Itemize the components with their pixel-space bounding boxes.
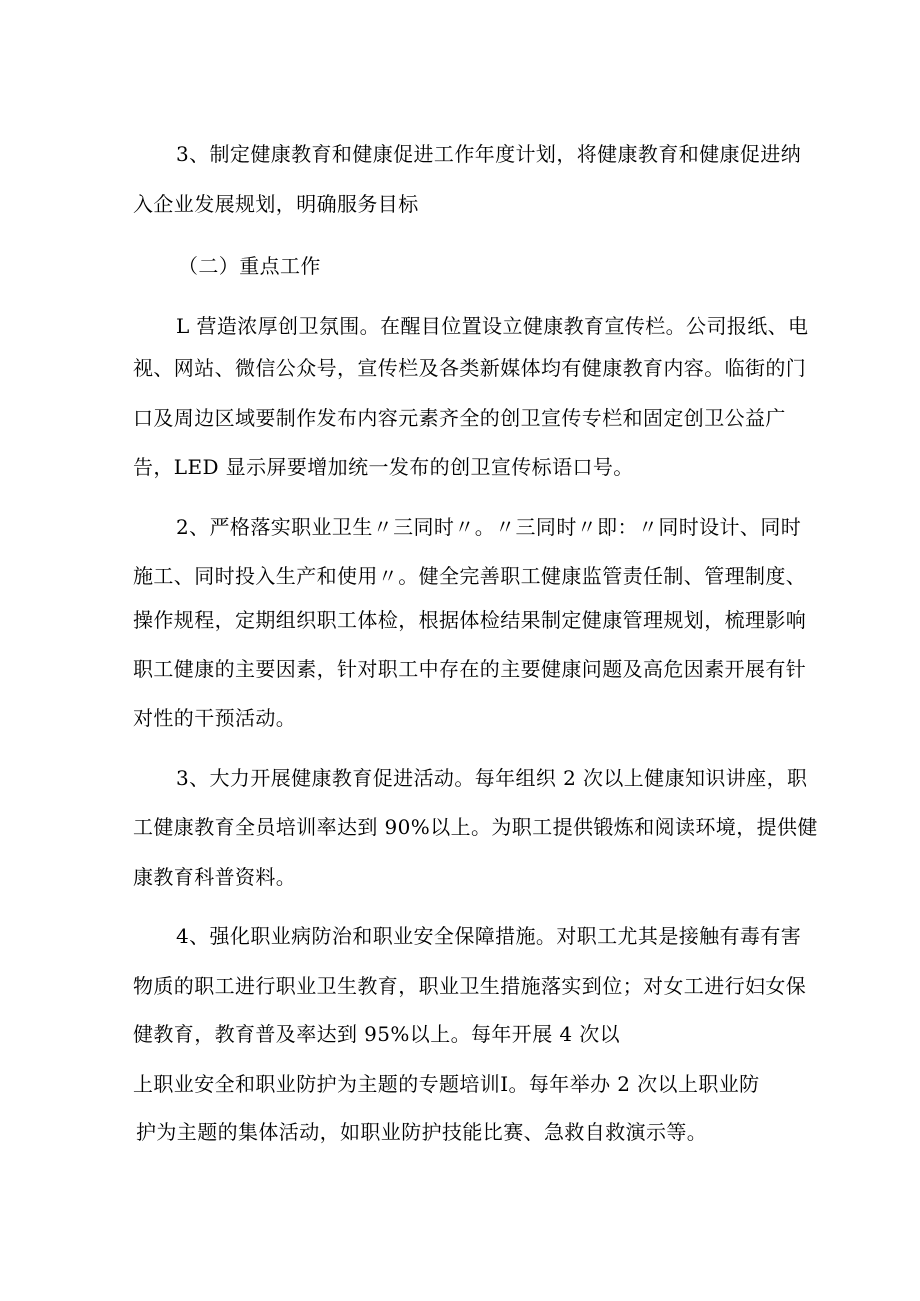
paragraph-6-line-4: 上职业安全和职业防护为主题的专题培训Ⅰ。每年举办 2 次以上职业防 [133,1072,760,1096]
paragraph-1-line-2: 入企业发展规划，明确服务目标 [133,192,419,216]
paragraph-4-line-2: 施工、同时投入生产和使用〃。健全完善职工健康监管责任制、管理制度、 [133,564,807,588]
paragraph-5-line-3: 康教育科普资料。 [133,865,297,889]
paragraph-4-line-4: 职工健康的主要因素，针对职工中存在的主要健康问题及高危因素开展有针 [133,657,807,681]
paragraph-3-line-1: L 营造浓厚创卫氛围。在醒目位置设立健康教育宣传栏。公司报纸、电 [176,314,809,338]
paragraph-1-line-1: 3、制定健康教育和健康促进工作年度计划，将健康教育和健康促进纳 [176,142,802,166]
paragraph-4-line-3: 操作规程，定期组织职工体检，根据体检结果制定健康管理规划，梳理影响 [133,608,807,632]
paragraph-6-line-5: 护为主题的集体活动，如职业防护技能比赛、急救自救演示等。 [136,1120,708,1144]
paragraph-5-line-2: 工健康教育全员培训率达到 90%以上。为职工提供锻炼和阅读环境，提供健 [133,815,818,839]
paragraph-4-line-1: 2、严格落实职业卫生〃三同时〃。〃三同时〃即：〃同时设计、同时 [176,515,802,539]
paragraph-3-line-4: 告，LED 显示屏要增加统一发布的创卫宣传标语口号。 [133,455,634,479]
paragraph-6-line-1: 4、强化职业病防治和职业安全保障措施。对职工尤其是接触有毒有害 [176,924,802,948]
paragraph-3-line-3: 口及周边区域要制作发布内容元素齐全的创卫宣传专栏和固定创卫公益广 [133,406,786,430]
paragraph-4-line-5: 对性的干预活动。 [133,706,297,730]
paragraph-5-line-1: 3、大力开展健康教育促进活动。每年组织 2 次以上健康知识讲座，职 [176,766,808,790]
paragraph-6-line-2: 物质的职工进行职业卫生教育，职业卫生措施落实到位；对女工进行妇女保 [133,974,807,998]
section-heading: （二）重点工作 [178,254,321,278]
paragraph-6-line-3: 健教育，教育普及率达到 95%以上。每年开展 4 次以 [133,1022,621,1046]
paragraph-3-line-2: 视、网站、微信公众号，宣传栏及各类新媒体均有健康教育内容。临街的门 [133,356,807,380]
